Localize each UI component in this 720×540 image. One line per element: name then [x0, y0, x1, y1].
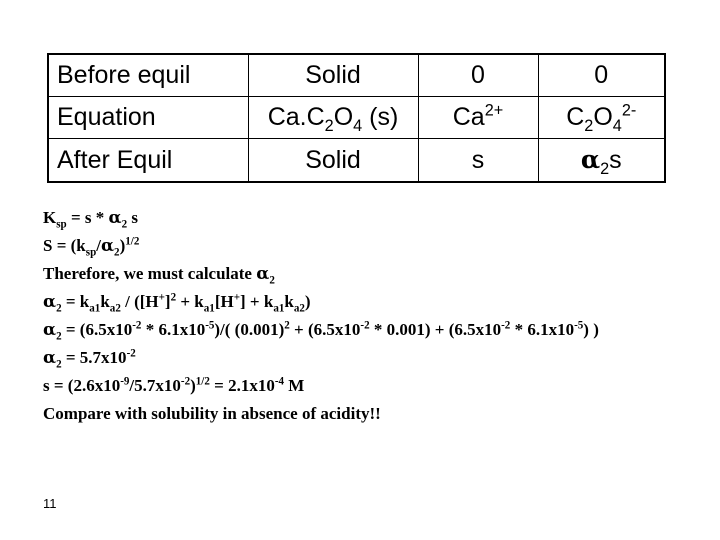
compare-note: Compare with solubility in absence of acidity!!: [43, 404, 381, 423]
cell-calcium-oxalate-formula: $Ca.C_2O_4$ (s): [248, 97, 418, 139]
ksp-expression: $K_{sp} = s * \alpha_2$ s: [43, 208, 138, 231]
table-row-after-equil: [48, 139, 665, 183]
alpha2-definition: $\alpha_2 = k_{a1}k_{a2} / ([H^+]^2 + k_{a1}[H^+] + k_{a1}k_{a2})$: [43, 291, 311, 315]
cell-solid-before: Solid: [248, 54, 418, 97]
cell-ca-after: s: [418, 139, 538, 183]
cell-oxalate-ion: $C_2O_4^{2-}$: [538, 97, 665, 139]
cell-solid-after: Solid: [248, 139, 418, 183]
cell-oxalate-after: $\alpha_2s$: [538, 139, 665, 183]
row-label-equation: Equation: [48, 97, 248, 139]
s-result: $s = (2.6x10^{-9}/5.7x10^{-2})^{1/2} = 2.1x10^{-4}$ M: [43, 375, 305, 395]
table-row-before-equil: [48, 54, 665, 97]
cell-oxalate-before: 0: [538, 54, 665, 97]
cell-ca-before: 0: [418, 54, 538, 97]
therefore-line: Therefore, we must calculate $\alpha_2$: [43, 264, 275, 287]
row-label-after-equil: After Equil: [48, 139, 248, 183]
alpha2-substitution: $\alpha_2 = (6.5x10^{-2} * 6.1x10^{-5})/$( $(0.001)^2 + (6.5x10^{-2} * 0.001) + (6.5x10^{-2} * 6.1x10^{-5})$ ): [43, 319, 599, 343]
row-label-before-equil: Before equil: [48, 54, 248, 97]
alpha2-result: $\alpha_2 = 5.7x10^{-2}$: [43, 347, 136, 371]
solubility-expression: $S = (k_{sp}/\alpha_2)^{1/2}$: [43, 235, 140, 259]
page-number: 11: [43, 496, 57, 511]
table-row-equation: [48, 97, 665, 139]
equilibrium-table: [47, 53, 666, 183]
cell-calcium-ion: $Ca^{2+}$: [418, 97, 538, 139]
